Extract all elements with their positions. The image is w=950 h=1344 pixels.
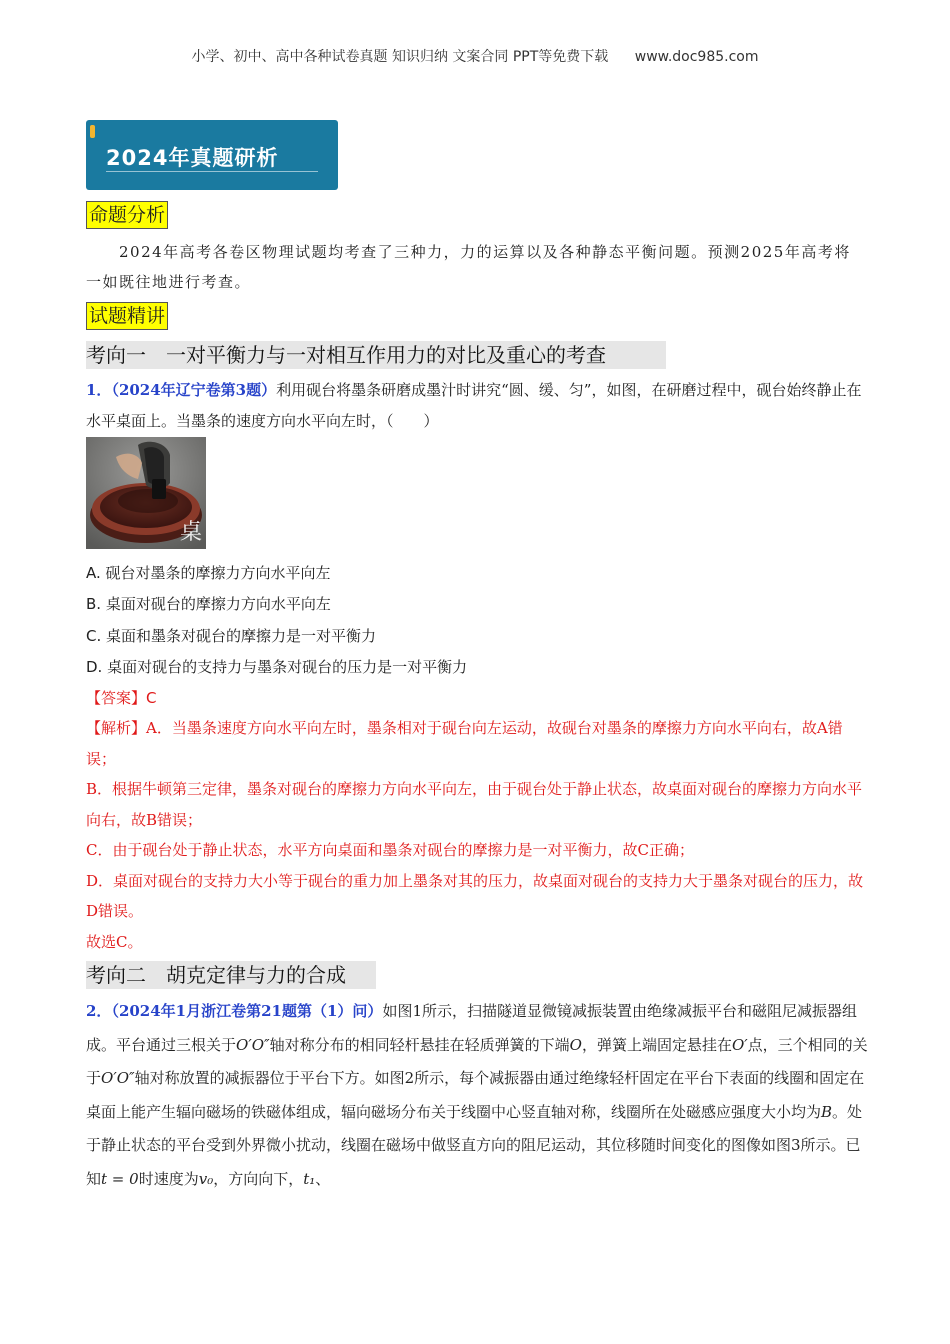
site-url-link[interactable]: www.doc985.com: [634, 49, 759, 65]
explanation-a: [86, 713, 868, 774]
inkstone-photo: [86, 437, 206, 549]
q2-stem-6: 点，三个相同的关于: [86, 1035, 868, 1087]
site-header-text: 小学、初中、高中各种试卷真题 知识归纳 文案合同 PPT等免费下载: [191, 49, 609, 65]
question-1: [86, 375, 868, 436]
analysis-paragraph: 2024年高考各卷区物理试题均考查了三种力，力的运算以及各种静态平衡问题。预测2025年高考将一如既往地进行考查。: [86, 243, 851, 291]
q2-field-b: B: [821, 1102, 833, 1121]
topic2-prefix: 考向二: [86, 963, 146, 987]
q1-option-a[interactable]: A. 砚台对墨条的摩擦力方向水平向左: [86, 564, 331, 582]
topic2-heading: [86, 961, 376, 989]
q2-stem-14: ，方向向下，: [213, 1169, 304, 1188]
q1-option-d[interactable]: D. 桌面对砚台的支持力与墨条对砚台的压力是一对平衡力: [86, 658, 468, 676]
q2-axis-oo: O′O″: [236, 1035, 270, 1054]
q1-number: 1．: [86, 381, 112, 399]
banner-underline: [106, 171, 318, 172]
practice-heading: 试题精讲: [86, 302, 168, 330]
q2-point-o-prime: O′: [731, 1035, 748, 1054]
q1-answer: [86, 687, 157, 708]
q2-stem-8: 轴对称放置的减振器位于平台下方。如图2所示，每个减振器由通过绝缘轻杆固定在平台下表面的线圈和固定在桌面上能产生辐向磁场的铁磁体组成，辐向磁场分布关于线圈中心竖直轴对称，线圈所在处磁感应强度大小均为: [86, 1069, 865, 1121]
answer-value: C: [146, 689, 157, 707]
q1-option-b[interactable]: B. 桌面对砚台的摩擦力方向水平向左: [86, 595, 331, 613]
banner-tab-decoration: [90, 125, 95, 138]
q2-velocity-v0: v₀: [198, 1169, 214, 1188]
q2-number: 2．: [86, 1002, 112, 1020]
q1-stem: 利用砚台将墨条研磨成墨汁时讲究“圆、缓、匀”，如图，在研磨过程中，砚台始终静止在水平桌面上。当墨条的速度方向水平向左时，（ ）: [86, 381, 862, 430]
explanation-c: C．由于砚台处于静止状态，水平方向桌面和墨条对砚台的摩擦力是一对平衡力，故C正确；: [86, 841, 694, 859]
table-label: 桌: [179, 520, 202, 545]
q2-time-zero: t = 0: [101, 1169, 139, 1188]
q2-stem-4: ，弹簧上端固定悬挂在: [581, 1035, 732, 1054]
topic2-title: 胡克定律与力的合成: [166, 963, 346, 987]
q2-axis-oo-2: O′O″: [101, 1069, 135, 1087]
topic1-title: 一对平衡力与一对相互作用力的对比及重心的考查: [166, 343, 606, 367]
explanation-conclusion: 故选C。: [86, 932, 143, 951]
explanation-d: D．桌面对砚台的支持力大小等于砚台的重力加上墨条对其的压力，故桌面对砚台的支持力大于墨条对砚台的压力，故D错误。: [86, 871, 864, 920]
q1-explanation: [86, 713, 868, 957]
topic1-heading: [86, 341, 666, 369]
q2-stem-0: 如图1所示，扫描隧道显微镜减振装置由绝缘减振平台和磁阻尼减振器组成。平台通过三根关于: [86, 1002, 857, 1054]
q2-stem-2: 轴对称分布的相同轻杆悬挂在轻质弹簧的下端: [269, 1035, 570, 1054]
banner-title: 2024年真题研析: [106, 146, 279, 170]
answer-tag: 【答案】: [86, 689, 147, 707]
q2-stem-10: 。处于静止状态的平台受到外界微小扰动，线圈在磁场中做竖直方向的阻尼运动，其位移随时间变化的图像如图3所示。已知: [86, 1102, 863, 1188]
topic1-prefix: 考向一: [86, 343, 146, 367]
analysis-heading: 命题分析: [86, 201, 168, 229]
q2-source: （2024年1月浙江卷第21题第（1）问）: [111, 1002, 383, 1020]
explanation-tag: 【解析】: [86, 719, 147, 737]
q2-point-o: O: [569, 1035, 582, 1054]
q2-stem-12: 时速度为: [138, 1169, 199, 1188]
q2-stem-16: 、: [315, 1169, 331, 1188]
q1-option-c[interactable]: C. 桌面和墨条对砚台的摩擦力是一对平衡力: [86, 627, 377, 645]
q1-source: （2024年辽宁卷第3题）: [111, 381, 277, 399]
question-2: [86, 995, 868, 1196]
section-banner: [86, 120, 338, 190]
q2-time-t1: t₁: [303, 1169, 316, 1188]
explanation-b: B．根据牛顿第三定律，墨条对砚台的摩擦力方向水平向左，由于砚台处于静止状态，故桌面对砚台的摩擦力方向水平向右，故B错误；: [86, 780, 863, 829]
explanation-a-text: A．当墨条速度方向水平向左时，墨条相对于砚台向左运动，故砚台对墨条的摩擦力方向水平向右，故A错误；: [86, 719, 843, 768]
site-header: [0, 46, 950, 66]
